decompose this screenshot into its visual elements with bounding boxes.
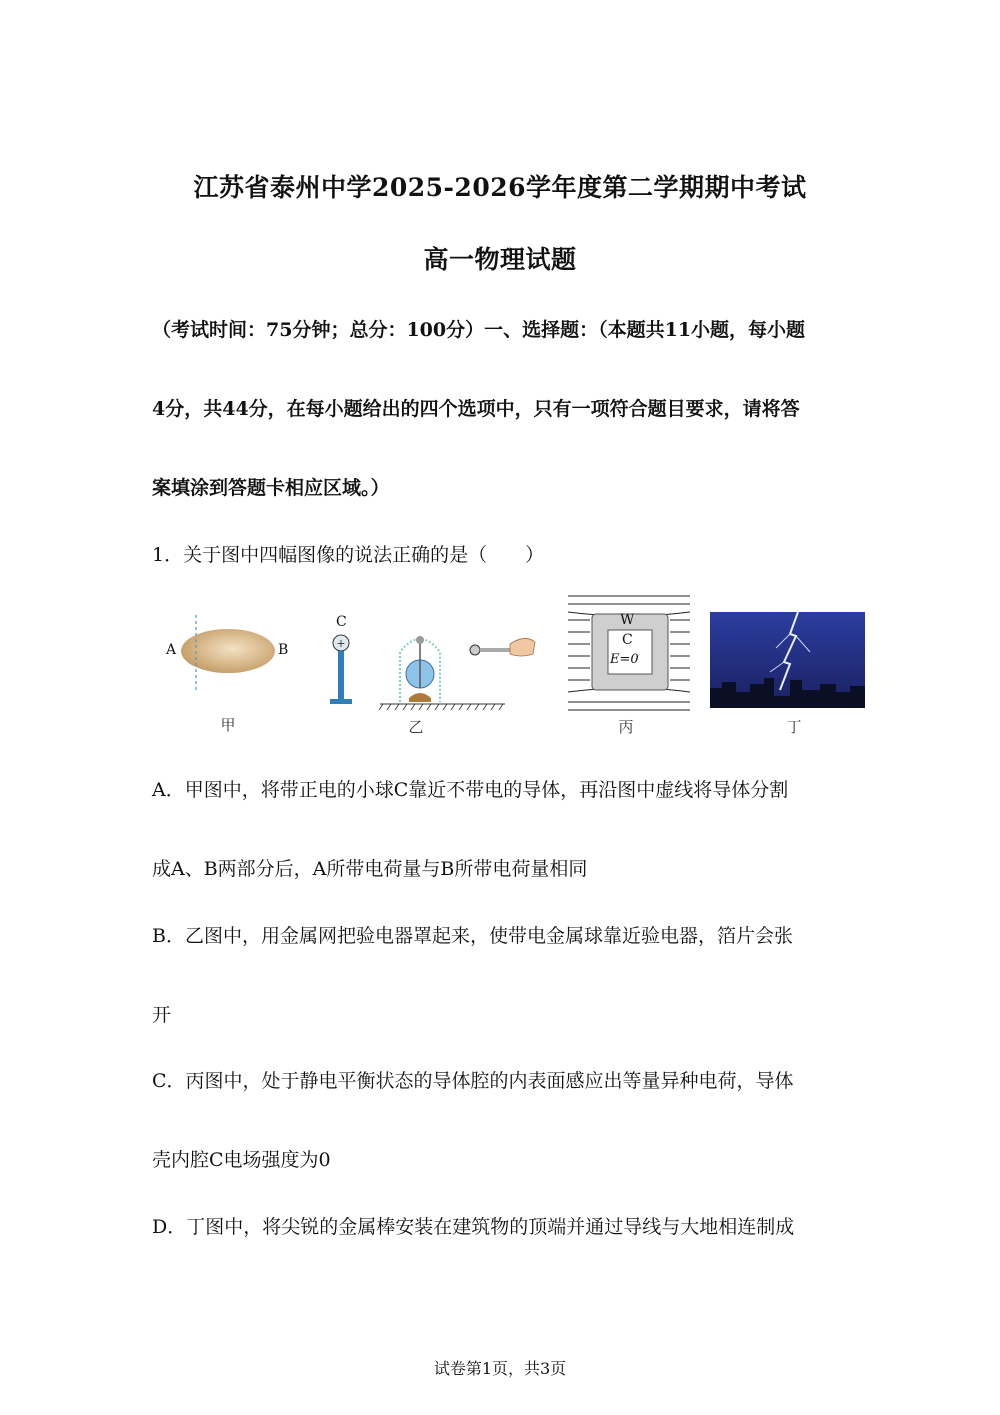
instruction-line-2: 4分，共44分，在每小题给出的四个选项中，只有一项符合题目要求，请将答 <box>152 398 800 420</box>
panel-yi-label-c: C <box>336 614 347 630</box>
panel-bing-label-c: C <box>622 632 633 648</box>
panel-bing-label-e: E=0 <box>610 652 639 667</box>
option-d-line-1: D．丁图中，将尖锐的金属棒安装在建筑物的顶端并通过导线与大地相连制成 <box>152 1216 795 1238</box>
option-b-line-1: B．乙图中，用金属网把验电器罩起来，使带电金属球靠近验电器，箔片会张 <box>152 925 793 947</box>
question-1-stem: 1．关于图中四幅图像的说法正确的是（ ） <box>152 544 545 566</box>
panel-yi-caption: 乙 <box>408 718 424 736</box>
panel-jia-label-a: A <box>166 642 177 658</box>
panel-ding-lightning-photo <box>710 612 865 708</box>
option-c-line-2: 壳内腔C电场强度为0 <box>152 1149 331 1171</box>
instruction-line-3: 案填涂到答题卡相应区域。） <box>152 477 390 499</box>
instruction-line-1: （考试时间：75分钟；总分：100分）一、选择题：（本题共11小题，每小题 <box>152 319 806 341</box>
option-a-line-1: A．甲图中，将带正电的小球C靠近不带电的导体，再沿图中虚线将导体分割 <box>152 779 789 801</box>
panel-bing-label-w: W <box>620 612 635 628</box>
panel-yi-electroscope <box>325 630 545 715</box>
option-a-line-2: 成A、B两部分后，A所带电荷量与B所带电荷量相同 <box>152 858 588 880</box>
exam-subtitle: 高一物理试题 <box>423 245 577 274</box>
panel-bing-field-diagram <box>568 590 693 712</box>
question-1-figure <box>160 590 870 740</box>
option-c-line-1: C．丙图中，处于静电平衡状态的导体腔的内表面感应出等量异种电荷，导体 <box>152 1070 794 1092</box>
panel-ding-caption: 丁 <box>786 718 802 736</box>
page-footer: 试卷第1页，共3页 <box>433 1359 567 1378</box>
exam-title: 江苏省泰州中学2025-2026学年度第二学期期中考试 <box>193 173 807 202</box>
panel-jia-conductor <box>160 615 300 705</box>
panel-jia-caption: 甲 <box>220 716 236 734</box>
option-b-line-2: 开 <box>152 1004 172 1026</box>
svg-text:+: + <box>336 637 346 650</box>
panel-bing-caption: 丙 <box>618 718 634 736</box>
panel-jia-label-b: B <box>278 642 289 658</box>
